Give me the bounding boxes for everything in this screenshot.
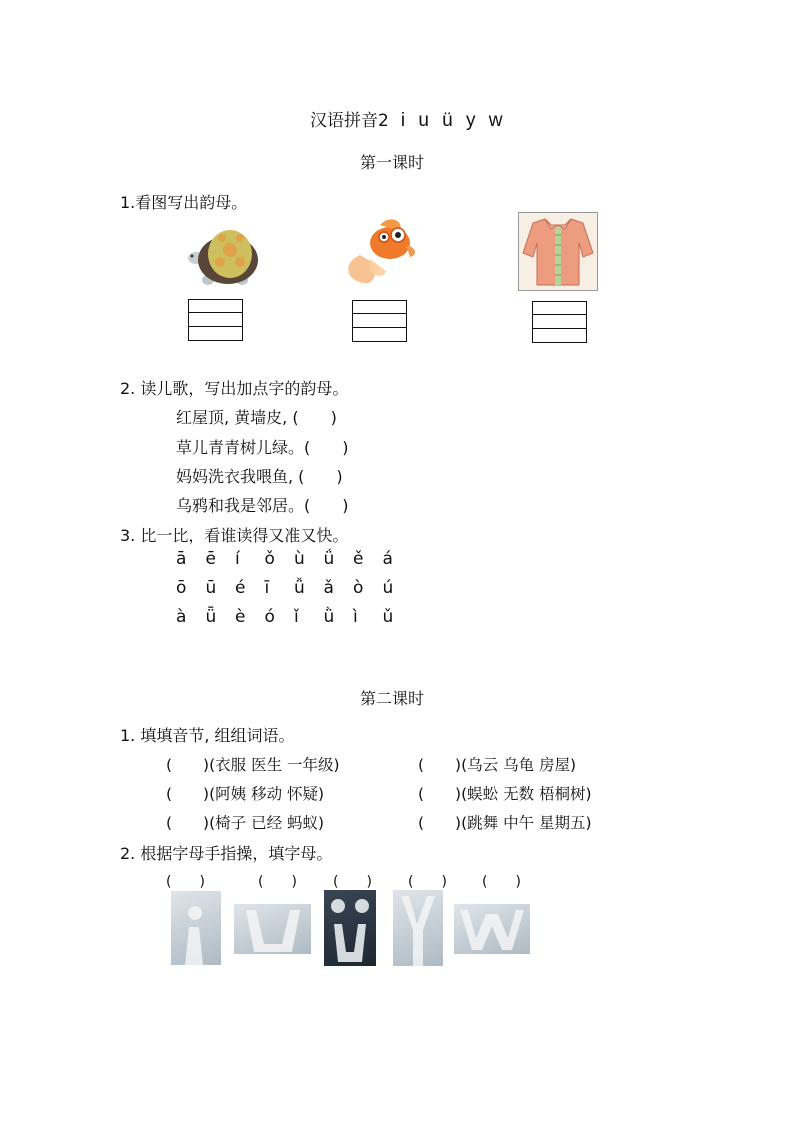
tone-letter: ǔ (382, 607, 394, 627)
lesson-1-question-1: 1.看图写出韵母。 (120, 193, 248, 212)
tone-letter: í (235, 549, 240, 569)
hand-gesture-y-photo (393, 890, 443, 966)
tone-letter: ù (294, 549, 305, 569)
poem-line: 红屋顶, 黄墙皮, ( ) (176, 408, 337, 427)
tone-letter: ǜ (323, 607, 335, 627)
hand-blank[interactable]: ( ) (166, 874, 205, 890)
shirt-picture (518, 212, 598, 291)
lesson-1-question-2: 2. 读儿歌，写出加点字的韵母。 (120, 379, 349, 398)
tone-letter: ě (353, 549, 364, 569)
tone-letter: é (235, 578, 246, 598)
lesson-2-question-2: 2. 根据字母手指操，填字母。 (120, 844, 333, 863)
word-group-right: ( )(蜈蚣 无数 梧桐树) (418, 785, 592, 803)
hand-blank[interactable]: ( ) (333, 874, 372, 890)
tone-letter: ì (353, 607, 358, 627)
hand-blank[interactable]: ( ) (482, 874, 521, 890)
tone-letter: è (235, 607, 246, 627)
tone-letter: ǘ (323, 549, 335, 569)
tone-letter: ǐ (294, 607, 299, 627)
tone-letter: ē (205, 549, 216, 569)
lesson-1-question-3: 3. 比一比，看谁读得又准又快。 (120, 526, 349, 545)
word-group-left: ( )(阿姨 移动 怀疑) (166, 785, 325, 803)
hand-gesture-w-photo (454, 904, 530, 954)
hand-gesture-i-photo (171, 891, 221, 965)
lesson-2-question-1: 1. 填填音节, 组组词语。 (120, 726, 295, 745)
hand-blank[interactable]: ( ) (408, 874, 447, 890)
tone-letter: ǚ (294, 578, 305, 598)
word-group-right: ( )(乌云 乌龟 房屋) (418, 756, 577, 774)
goldfish-picture (340, 215, 422, 287)
turtle-picture (186, 222, 260, 288)
tone-letter: à (176, 607, 187, 627)
tone-letter: ū (205, 578, 217, 598)
poem-line: 草儿青青树儿绿。( ) (176, 438, 349, 457)
page-title (310, 106, 507, 132)
tone-letter: ǎ (323, 578, 334, 598)
hand-blank[interactable]: ( ) (258, 874, 297, 890)
tone-letter: ò (353, 578, 364, 598)
tone-letter: á (382, 549, 393, 569)
tone-letter: ǖ (205, 607, 217, 627)
poem-line: 妈妈洗衣我喂鱼, ( ) (176, 467, 343, 486)
tone-letter: ǒ (264, 549, 275, 569)
answer-box-goldfish[interactable] (352, 300, 407, 342)
hand-gesture-u-photo (234, 904, 311, 954)
title-text: 汉语拼音2 (310, 111, 389, 131)
title-letters: i u ü y w (400, 110, 507, 131)
tone-letter: ó (264, 607, 275, 627)
poem-line: 乌鸦和我是邻居。( ) (176, 496, 349, 515)
tone-letter: ú (382, 578, 394, 598)
hand-gesture-umlaut-photo (324, 890, 376, 966)
answer-box-shirt[interactable] (532, 301, 587, 343)
tone-row (176, 549, 412, 569)
lesson-1-title: 第一课时 (360, 153, 425, 172)
tone-row (176, 578, 412, 598)
lesson-2-title: 第二课时 (360, 689, 425, 708)
tone-letter: ī (264, 578, 270, 598)
word-group-left: ( )(衣服 医生 一年级) (166, 756, 340, 774)
answer-box-turtle[interactable] (188, 299, 243, 341)
word-group-left: ( )(椅子 已经 蚂蚁) (166, 814, 325, 832)
word-group-right: ( )(跳舞 中午 星期五) (418, 814, 592, 832)
tone-row (176, 607, 412, 627)
tone-letter: ō (176, 578, 187, 598)
tone-letter: ā (176, 549, 187, 569)
